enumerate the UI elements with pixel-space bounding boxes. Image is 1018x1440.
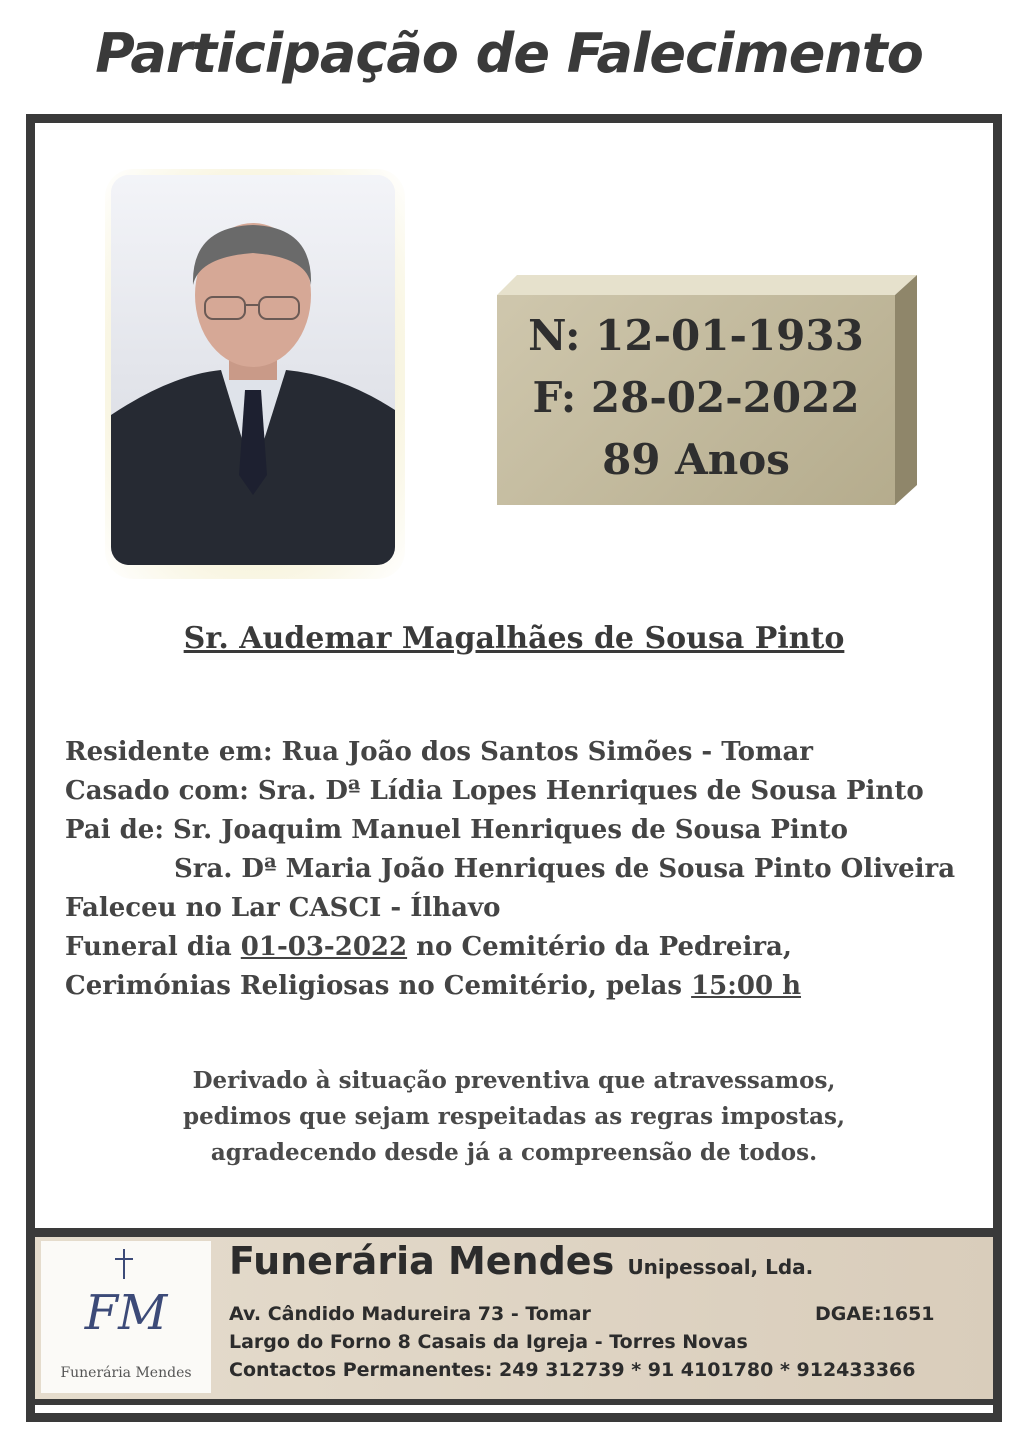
children-line-1: Pai de: Sr. Joaquim Manuel Henriques de Sousa Pinto — [65, 815, 849, 845]
ceremony-time: 15:00 h — [691, 971, 802, 1001]
notice-line-2: pedimos que sejam respeitadas as regras impostas, — [183, 1103, 845, 1130]
dgae-code: DGAE:1651 — [815, 1303, 935, 1325]
deceased-name: Sr. Audemar Magalhães de Sousa Pinto — [183, 621, 845, 656]
funeral-home-logo — [41, 1241, 211, 1393]
notice-frame — [26, 114, 1002, 1422]
logo-name: Funerária Mendes — [60, 1365, 192, 1381]
residence-line: Residente em: Rua João dos Santos Simões - Tomar — [65, 737, 814, 767]
dates-plaque — [497, 275, 917, 505]
birth-date: N: 12-01-1933 — [528, 311, 864, 360]
page-title: Participação de Falecimento — [95, 22, 923, 85]
logo-initials: FM — [84, 1285, 168, 1341]
death-date: F: 28-02-2022 — [532, 373, 860, 422]
age: 89 Anos — [602, 435, 790, 484]
cross-icon — [123, 1249, 125, 1279]
died-at-line: Faleceu no Lar CASCI - Ílhavo — [65, 893, 501, 923]
notice-line-3: agradecendo desde já a compreensão de todos. — [210, 1139, 818, 1166]
address-line-2: Largo do Forno 8 Casais da Igreja - Torres Novas — [229, 1331, 748, 1353]
plaque-text — [497, 305, 895, 491]
spouse-line: Casado com: Sra. Dª Lídia Lopes Henriques de Sousa Pinto — [65, 776, 924, 806]
footer-banner — [35, 1237, 993, 1399]
notice-line-1: Derivado à situação preventiva que atravessamos, — [192, 1067, 836, 1094]
funeral-line — [65, 928, 985, 967]
ceremony-line — [65, 967, 985, 1006]
contacts-line: Contactos Permanentes: 249 312739 * 91 4101780 * 912433366 — [229, 1359, 916, 1381]
company-name-line — [229, 1239, 813, 1283]
address-line-1: Av. Cândido Madureira 73 - Tomar — [229, 1303, 591, 1325]
company-suffix: Unipessoal, Lda. — [627, 1255, 814, 1279]
portrait-photo — [111, 175, 395, 565]
details-block — [65, 733, 985, 1006]
covid-notice — [35, 1063, 993, 1171]
ceremony-prefix: Cerimónias Religiosas no Cemitério, pelas — [65, 971, 692, 1001]
children-line-2: Sra. Dª Maria João Henriques de Sousa Pinto Oliveira — [174, 854, 956, 884]
funeral-suffix: no Cemitério da Pedreira, — [407, 932, 792, 962]
funeral-prefix: Funeral dia — [65, 932, 241, 962]
funeral-home-footer — [35, 1228, 993, 1405]
funeral-date: 01-03-2022 — [240, 932, 408, 962]
company-name: Funerária Mendes — [229, 1239, 615, 1283]
